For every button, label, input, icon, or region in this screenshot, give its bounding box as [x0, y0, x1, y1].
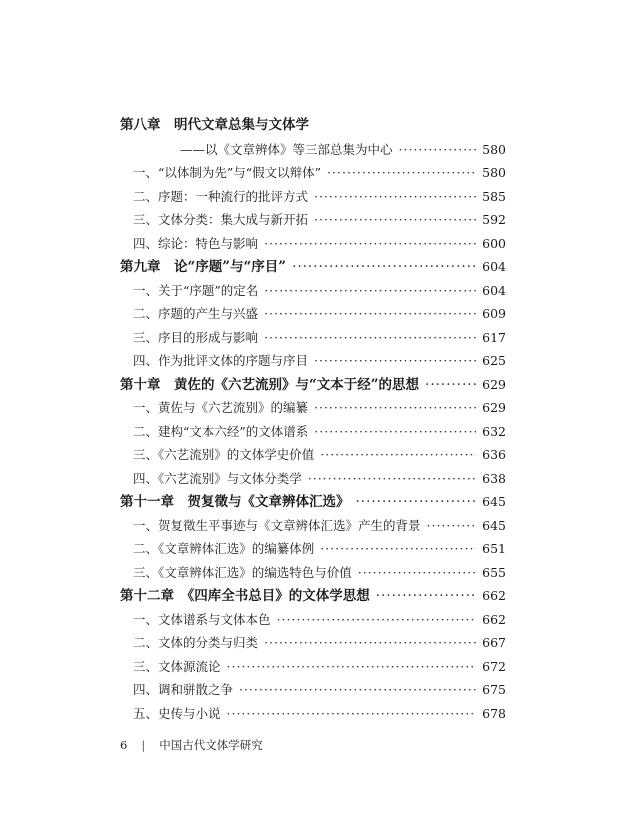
toc-page: 636	[482, 447, 506, 462]
table-of-contents	[120, 114, 506, 725]
toc-title: 第九章 论“序题”与“序目”	[120, 259, 287, 275]
toc-section	[120, 702, 506, 726]
toc-title: 一、“以体制为先”与“假文以辩体”	[133, 165, 322, 180]
toc-page: 651	[482, 541, 506, 556]
toc-section	[120, 279, 506, 303]
toc-page: 655	[482, 564, 506, 580]
toc-page: 629	[482, 400, 506, 415]
toc-page: 629	[482, 376, 506, 392]
toc-page: 638	[482, 470, 506, 486]
dot-leader	[314, 208, 476, 232]
dot-leader	[425, 374, 476, 398]
toc-title: 二、《文章辨体汇选》的编纂体例	[133, 541, 315, 556]
toc-title: 一、关于“序题”的定名	[133, 282, 259, 298]
dot-leader	[314, 420, 476, 444]
dot-leader	[264, 326, 476, 350]
toc-chapter	[120, 490, 506, 514]
dot-leader	[292, 256, 476, 280]
dot-leader	[314, 185, 476, 209]
toc-title: 三、文体分类：集大成与新开拓	[133, 212, 309, 227]
dot-leader	[264, 631, 476, 655]
toc-chapter	[120, 584, 506, 608]
toc-page: 645	[482, 494, 506, 509]
dot-leader	[277, 608, 477, 632]
toc-section	[120, 655, 506, 679]
toc-title: 二、序题：一种流行的批评方式	[133, 188, 309, 204]
footer-separator: |	[141, 738, 146, 752]
dot-leader	[320, 443, 476, 467]
toc-page: 609	[482, 306, 506, 321]
toc-section	[120, 232, 506, 256]
toc-page: 645	[482, 517, 506, 533]
toc-chapter	[120, 255, 506, 279]
toc-page: 580	[482, 141, 506, 157]
toc-section	[120, 208, 506, 232]
toc-section	[120, 561, 506, 585]
book-title: 中国古代文体学研究	[159, 738, 263, 752]
toc-title: 一、文体谱系与文体本色	[133, 611, 271, 627]
dot-leader	[314, 349, 476, 373]
dot-leader	[358, 561, 476, 585]
toc-subtitle	[120, 138, 506, 162]
dot-leader	[327, 161, 476, 185]
page-number: 6	[120, 738, 128, 752]
toc-page: 604	[482, 259, 506, 274]
toc-title: 第十二章 《四库全书总目》的文体学思想	[120, 588, 370, 604]
toc-page: 662	[482, 611, 506, 627]
toc-title: 四、调和骈散之争	[133, 682, 234, 697]
toc-section	[120, 608, 506, 632]
dot-leader	[427, 514, 477, 538]
toc-title: 三、《六艺流别》的文体学史价值	[133, 447, 315, 462]
toc-page: 604	[482, 282, 506, 298]
toc-page: 600	[482, 235, 506, 251]
toc-title: 四、综论：特色与影响	[133, 235, 259, 251]
toc-title: 四、《六艺流别》与文体分类学	[133, 470, 302, 486]
toc-page: 617	[482, 329, 506, 345]
toc-section	[120, 161, 506, 185]
toc-section	[120, 467, 506, 491]
dot-leader	[227, 702, 477, 726]
toc-page: 580	[482, 165, 506, 180]
toc-title: 第八章 明代文章总集与文体学	[120, 117, 309, 133]
toc-page: 625	[482, 353, 506, 368]
toc-title: 二、序题的产生与兴盛	[133, 306, 259, 321]
toc-title: ——以《文章辨体》等三部总集为中心	[180, 141, 393, 157]
toc-section	[120, 349, 506, 373]
toc-chapter	[120, 114, 506, 138]
dot-leader	[264, 302, 476, 326]
dot-leader	[227, 655, 477, 679]
toc-title: 三、《文章辨体汇选》的编选特色与价值	[133, 564, 352, 580]
toc-chapter	[120, 373, 506, 397]
toc-page: 632	[482, 423, 506, 439]
toc-page: 678	[482, 705, 506, 721]
toc-page: 675	[482, 682, 506, 697]
toc-section	[120, 537, 506, 561]
dot-leader	[264, 232, 476, 256]
toc-title: 四、作为批评文体的序题与序目	[133, 353, 309, 368]
toc-title: 一、贺复徵生平事迹与《文章辨体汇选》产生的背景	[133, 517, 421, 533]
toc-page: 592	[482, 212, 506, 227]
toc-page: 667	[482, 635, 506, 650]
page-footer	[120, 737, 263, 753]
dot-leader	[239, 678, 476, 702]
dot-leader	[320, 537, 476, 561]
dot-leader	[376, 585, 476, 609]
dot-leader	[308, 467, 476, 491]
toc-title: 五、史传与小说	[133, 705, 221, 721]
dot-leader	[264, 279, 476, 303]
toc-title: 二、文体的分类与归类	[133, 635, 259, 650]
dot-leader	[314, 396, 476, 420]
toc-title: 第十章 黄佐的《六艺流别》与“文本于经”的思想	[120, 376, 420, 393]
dot-leader	[356, 491, 477, 515]
toc-page: 585	[482, 188, 506, 204]
toc-section	[120, 678, 506, 702]
toc-page: 672	[482, 658, 506, 674]
toc-section	[120, 514, 506, 538]
toc-section	[120, 302, 506, 326]
toc-section	[120, 396, 506, 420]
dot-leader	[399, 138, 477, 162]
toc-title: 三、文体源流论	[133, 658, 221, 674]
toc-title: 一、黄佐与《六艺流别》的编纂	[133, 400, 309, 415]
toc-section	[120, 185, 506, 209]
toc-section	[120, 631, 506, 655]
toc-section	[120, 420, 506, 444]
toc-page: 662	[482, 588, 506, 603]
toc-title: 二、建构“文本六经”的文体谱系	[133, 423, 309, 439]
toc-section	[120, 443, 506, 467]
toc-title: 第十一章 贺复徵与《文章辨体汇选》	[120, 494, 350, 510]
toc-section	[120, 326, 506, 350]
toc-title: 三、序目的形成与影响	[133, 329, 259, 345]
